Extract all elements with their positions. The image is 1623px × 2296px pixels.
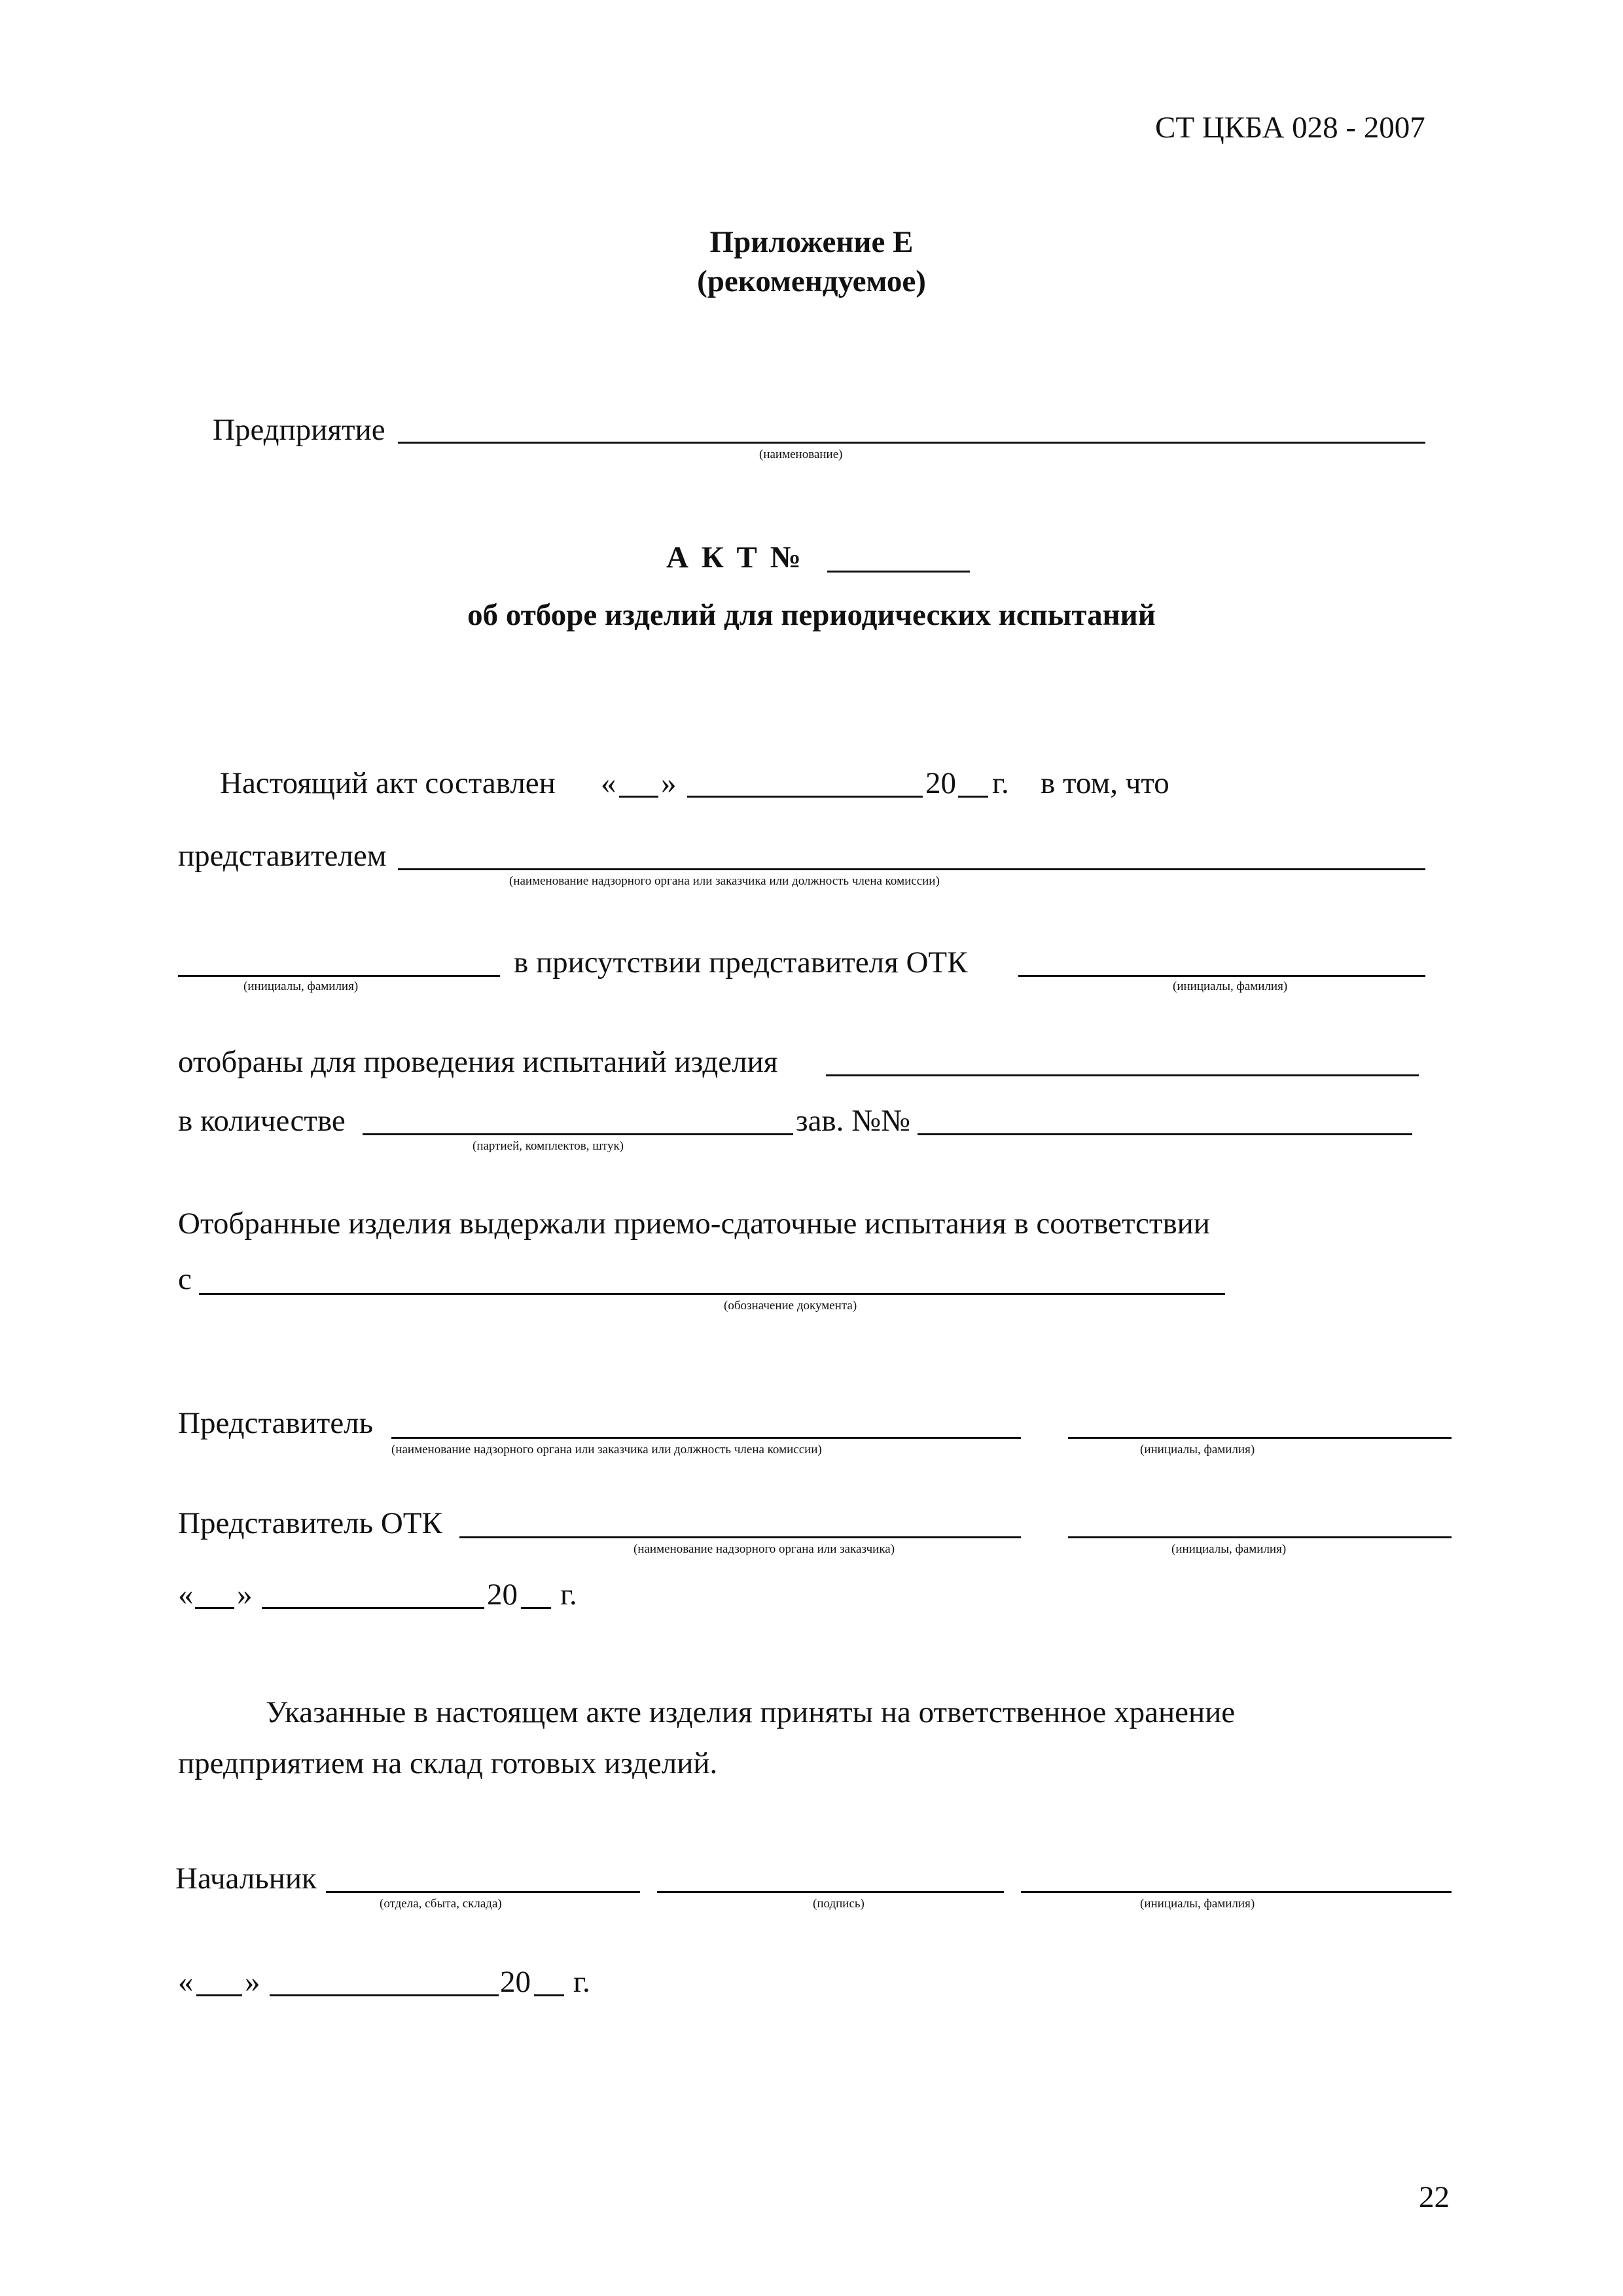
signature-representative-caption: (наименование надзорного органа или заказчика или должность члена комиссии) [391, 1443, 822, 1457]
page-number: 22 [1419, 2180, 1450, 2214]
chief-department-field[interactable] [326, 1891, 640, 1893]
signature-otk-caption: (наименование надзорного органа или заказчика) [633, 1542, 895, 1556]
final-date-year-field[interactable] [534, 1994, 564, 1996]
month-field[interactable] [687, 796, 923, 798]
quantity-label: в количестве [178, 1104, 346, 1138]
document-caption: (обозначение документа) [724, 1299, 857, 1313]
otk-date-year-prefix: 20 [487, 1578, 518, 1612]
final-date-quote-open: « [178, 1965, 194, 1999]
year-suffix: г. [992, 766, 1009, 800]
selected-items-field[interactable] [826, 1074, 1419, 1076]
document-code: СТ ЦКБА 028 - 2007 [1155, 111, 1425, 145]
chief-department-caption: (отдела, сбыта, склада) [380, 1897, 502, 1911]
signature-representative-initials-caption: (инициалы, фамилия) [1140, 1443, 1255, 1457]
appendix-title: Приложение Е [709, 225, 914, 259]
signature-otk-label: Представитель ОТК [178, 1506, 442, 1540]
signature-representative-label: Представитель [178, 1406, 374, 1440]
passed-text: Отобранные изделия выдержали приемо-сдаточные испытания в соответствии [178, 1207, 1210, 1241]
chief-signature-field[interactable] [657, 1891, 1004, 1893]
quote-open: « [601, 766, 616, 800]
chief-initials-field[interactable] [1021, 1891, 1452, 1893]
intro-tail: в том, что [1041, 766, 1169, 800]
act-number-field[interactable] [827, 571, 970, 573]
otk-date-quote-open: « [178, 1578, 194, 1612]
otk-date-year-suffix: г. [560, 1578, 577, 1612]
serial-numbers-field[interactable] [918, 1133, 1412, 1135]
quantity-field[interactable] [363, 1133, 793, 1135]
storage-line-2: предприятием на склад готовых изделий. [178, 1746, 718, 1780]
representative-initials-caption: (инициалы, фамилия) [243, 980, 359, 993]
otk-presence-text: в присутствии представителя ОТК [514, 945, 968, 980]
signature-otk-initials-caption: (инициалы, фамилия) [1171, 1542, 1287, 1556]
final-date-quote-close: » [245, 1965, 260, 1999]
representative-caption: (наименование надзорного органа или заказчика или должность члена комиссии) [509, 874, 940, 888]
document-designation-field[interactable] [199, 1293, 1225, 1295]
enterprise-caption: (наименование) [759, 448, 843, 461]
enterprise-name-field[interactable] [398, 442, 1425, 444]
chief-label: Начальник [175, 1862, 317, 1896]
appendix-subtitle: (рекомендуемое) [697, 264, 926, 298]
otk-date-day-field[interactable] [195, 1607, 234, 1609]
final-date-day-field[interactable] [196, 1994, 242, 1996]
otk-date-quote-close: » [237, 1578, 253, 1612]
quote-close: » [661, 766, 677, 800]
signature-representative-initials-field[interactable] [1068, 1437, 1452, 1439]
final-date-year-prefix: 20 [500, 1965, 531, 1999]
representative-initials-field[interactable] [178, 975, 500, 977]
signature-otk-field[interactable] [459, 1536, 1021, 1538]
act-title: А К Т № [666, 540, 804, 574]
otk-date-year-field[interactable] [521, 1607, 551, 1609]
signature-representative-field[interactable] [391, 1437, 1021, 1439]
representative-field[interactable] [398, 868, 1425, 870]
enterprise-label: Предприятие [213, 413, 385, 447]
otk-date-month-field[interactable] [262, 1607, 484, 1609]
otk-initials-caption-text: (инициалы, фамилия) [1173, 980, 1288, 993]
final-date-year-suffix: г. [573, 1965, 590, 1999]
chief-signature-caption: (подпись) [813, 1897, 865, 1911]
representative-label: представителем [178, 839, 387, 873]
final-date-month-field[interactable] [270, 1994, 499, 1996]
otk-initials-field[interactable] [1018, 975, 1425, 977]
serial-label: зав. №№ [796, 1104, 910, 1138]
act-subtitle: об отборе изделий для периодических испытаний [467, 598, 1156, 632]
year-prefix: 20 [925, 766, 956, 800]
day-field[interactable] [619, 796, 658, 798]
quantity-caption: (партией, комплектов, штук) [473, 1139, 624, 1153]
selected-label: отобраны для проведения испытаний изделия [178, 1045, 778, 1079]
storage-line-1: Указанные в настоящем акте изделия приняты на ответственное хранение [266, 1695, 1236, 1729]
intro-label: Настоящий акт составлен [220, 766, 556, 800]
signature-otk-initials-field[interactable] [1068, 1536, 1452, 1538]
with-label: с [178, 1262, 192, 1296]
chief-initials-caption: (инициалы, фамилия) [1140, 1897, 1255, 1911]
year-field[interactable] [958, 796, 988, 798]
